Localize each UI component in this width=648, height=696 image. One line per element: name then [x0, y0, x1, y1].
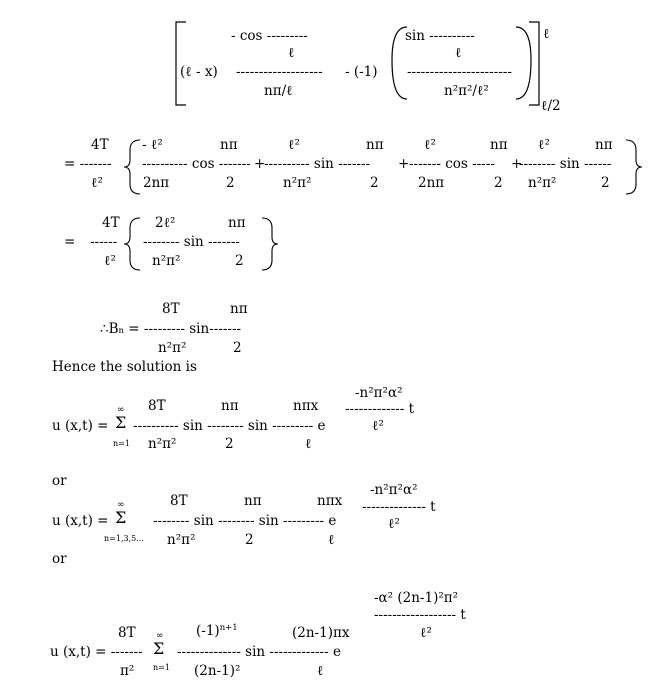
n2pi2: n²π² — [152, 253, 181, 269]
npi: nπ — [230, 301, 248, 317]
right-brace-line2 — [626, 140, 642, 194]
2npi: 2nπ — [418, 175, 445, 191]
exp-denominator: ℓ² — [372, 418, 384, 434]
npi: nπ — [228, 215, 246, 231]
two: 2 — [226, 175, 235, 191]
npi: nπ — [220, 137, 238, 153]
two: 2 — [225, 436, 234, 452]
sigma: Σ — [153, 639, 165, 658]
exp-numerator: -n²π²α² — [370, 482, 418, 498]
l-minus-x: (ℓ - x) — [180, 64, 218, 80]
n2pi2: n²π² — [528, 175, 557, 191]
l-squared: ℓ² — [538, 137, 550, 153]
coef-8T: 8T — [170, 493, 188, 509]
two: 2 — [494, 175, 503, 191]
two: 2 — [370, 175, 379, 191]
sol2-main: -------- sin -------- sin --------- e — [153, 513, 337, 529]
2l-squared: 2ℓ² — [155, 215, 176, 231]
ell: ℓ — [328, 532, 335, 548]
sol3-main: -------------- sin ------------- e — [177, 644, 341, 660]
exp-denominator: ℓ² — [420, 625, 432, 641]
ell: ℓ — [288, 45, 295, 61]
npix: nπx — [317, 493, 343, 509]
exp-bar: ------------------ t — [374, 607, 466, 623]
npix: nπx — [293, 398, 319, 414]
npi: nπ — [244, 493, 262, 509]
u-lhs: u (x,t) = ------- — [50, 644, 143, 660]
n-eq-1: n=1 — [153, 663, 170, 672]
two: 2 — [601, 175, 610, 191]
term-bar: -------- sin ------- — [143, 234, 240, 250]
lower-limit: ℓ/2 — [541, 98, 561, 114]
infinity: ∞ — [156, 631, 164, 641]
u-lhs: u (x,t) = — [52, 418, 113, 434]
exp-bar: ------------- t — [345, 401, 415, 417]
left-brace-line2 — [124, 140, 140, 194]
coef-8T: 8T — [118, 625, 136, 641]
plus: + — [254, 156, 266, 172]
npi-over-l: nπ/ℓ — [264, 83, 293, 99]
sin-dash: sin ---------- — [405, 28, 475, 44]
two: 2 — [235, 253, 244, 269]
exp-numerator: -α² (2n-1)²π² — [374, 590, 459, 606]
infinity: ∞ — [117, 405, 125, 415]
sigma: Σ — [115, 508, 127, 527]
term4-bar: -------- sin ------ — [519, 156, 612, 172]
left-brace-line3 — [124, 218, 140, 270]
n2pi2: n²π² — [167, 532, 196, 548]
n-range: n=1,3,5... — [104, 534, 144, 543]
minus-cos: - cos --------- — [231, 28, 308, 44]
sol1-main: ---------- sin -------- sin --------- e — [133, 418, 326, 434]
coef-4T: 4T — [91, 137, 109, 153]
right-paren — [516, 27, 531, 99]
neg1-power: $(-1)^{n+1}$ — [196, 623, 238, 639]
l-squared: ℓ² — [288, 137, 300, 153]
l-squared: ℓ² — [91, 175, 103, 191]
sigma: Σ — [115, 413, 127, 432]
2npi: 2nπ — [143, 175, 170, 191]
pi-squared: π² — [120, 663, 135, 679]
2n-1-squared: (2n-1)² — [194, 663, 241, 679]
upper-limit: ℓ — [543, 26, 550, 42]
neg-l-squared: - ℓ² — [142, 137, 163, 153]
plus: + — [398, 156, 410, 172]
n2pi2-over-l2: n²π²/ℓ² — [444, 83, 489, 99]
minus-neg1: - (-1) — [345, 64, 378, 80]
coef-4T: 4T — [102, 215, 120, 231]
coef-8T: 8T — [162, 301, 180, 317]
npi: nπ — [221, 398, 239, 414]
npi: nπ — [595, 137, 613, 153]
n2pi2: n²π² — [148, 436, 177, 452]
term1-bar: ---------- cos ------- — [142, 156, 251, 172]
infinity: ∞ — [117, 500, 125, 510]
bn-lhs: $\therefore B_n$ = --------- sin------- — [100, 321, 242, 337]
l-squared: ℓ² — [424, 137, 436, 153]
ell: ℓ — [305, 436, 312, 452]
term2-bar: ---------- sin ------- — [264, 156, 371, 172]
right-brace-line3 — [262, 218, 278, 270]
ell: ℓ — [317, 663, 324, 679]
coef-8T: 8T — [148, 398, 166, 414]
plus: + — [511, 156, 523, 172]
ell: ℓ — [455, 45, 462, 61]
n2pi2: n²π² — [158, 340, 187, 356]
equals: = — [64, 234, 76, 250]
npi: nπ — [490, 137, 508, 153]
u-lhs: u (x,t) = — [52, 513, 113, 529]
fraction-bar: ----------------------- — [407, 64, 512, 80]
two: 2 — [245, 532, 254, 548]
exp-bar: -------------- t — [362, 499, 436, 515]
2n-1-pix: (2n-1)πx — [292, 625, 350, 641]
npi: nπ — [366, 137, 384, 153]
fraction-bar: ------ — [90, 234, 118, 250]
or-text: or — [52, 551, 67, 567]
n2pi2: n²π² — [283, 175, 312, 191]
exp-numerator: -n²π²α² — [355, 385, 403, 401]
or-text: or — [52, 473, 67, 489]
n-eq-1: n=1 — [113, 439, 130, 448]
l-squared: ℓ² — [104, 253, 116, 269]
two: 2 — [233, 340, 242, 356]
fraction-bar: ------------------- — [236, 64, 323, 80]
term3-bar: ------- cos ----- — [409, 156, 495, 172]
exp-denominator: ℓ² — [388, 516, 400, 532]
equals-bar: = ------- — [64, 156, 112, 172]
hence-text: Hence the solution is — [52, 359, 197, 375]
